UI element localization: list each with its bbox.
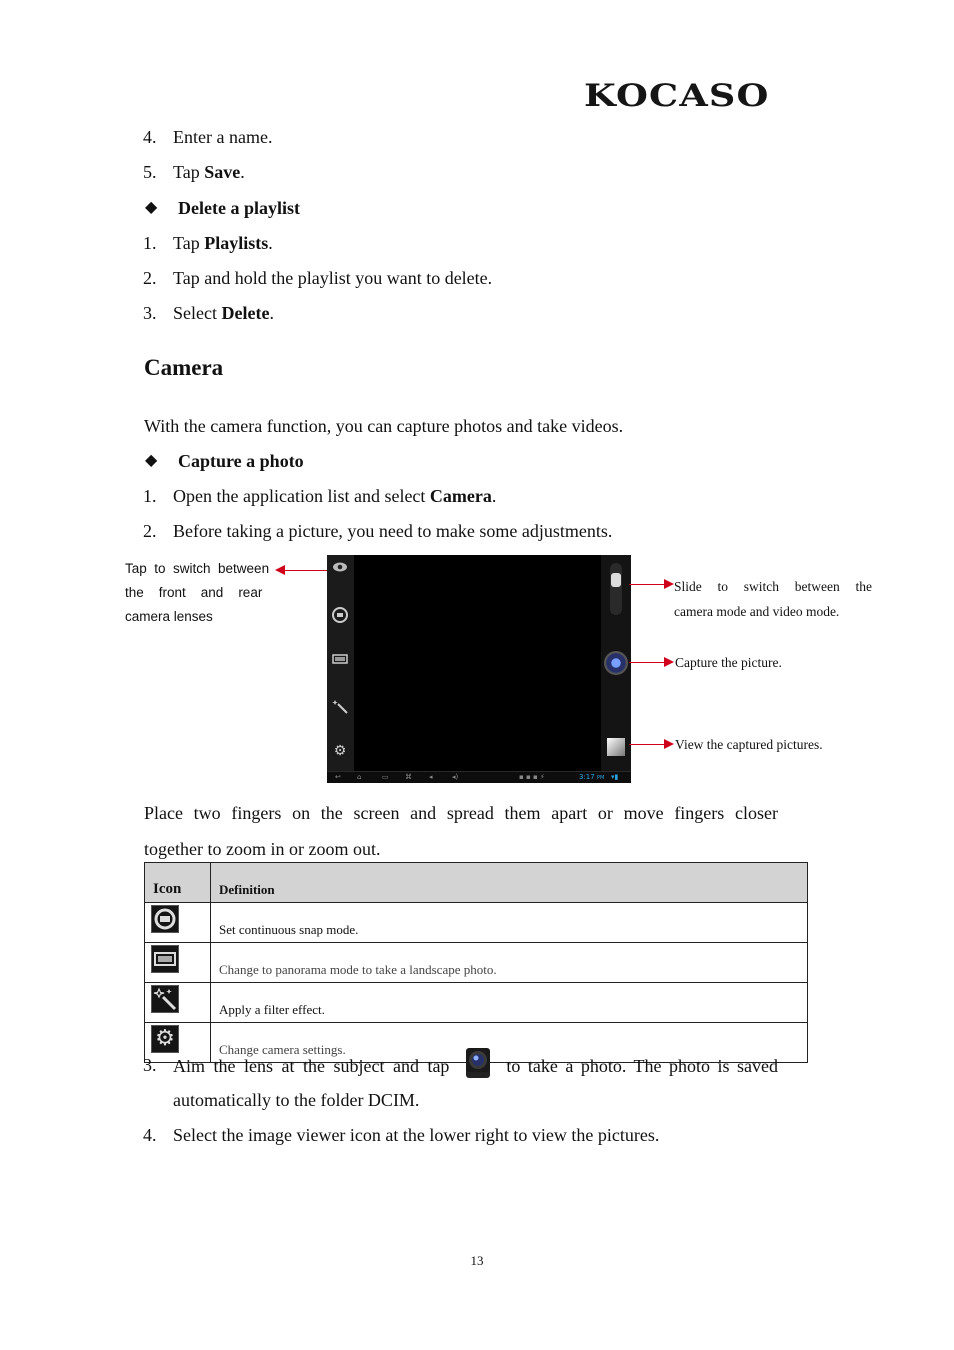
table-row [145,903,808,943]
settings-gear-icon: ⚙ [333,743,347,759]
callout-arrow [284,570,330,571]
system-status-bar [327,771,631,783]
step-number: 4. [143,127,157,147]
callout-arrow [629,662,665,663]
step-number: 2. [143,268,157,288]
zoom-text-line2: together to zoom in or zoom out. [144,839,381,859]
callout-line: camera mode and video mode. [674,604,840,619]
camera-intro: With the camera function, you can capture photos and take videos. [144,416,624,436]
table-cell-icon [145,983,211,1023]
step-number: 1. [143,486,157,506]
table-cell-definition: Apply a filter effect. [211,983,808,1023]
callout-arrow [629,584,665,585]
camera-left-toolbar [327,555,354,772]
table-cell-definition: Change to panorama mode to take a landscape photo. [211,943,808,983]
step-number: 3. [143,303,157,323]
subsection-title: Delete a playlist [178,198,300,218]
camera-app-screenshot [327,555,631,783]
recent-apps-icon[interactable]: ▭ [382,773,389,781]
back-nav-icon[interactable]: ↩ [335,773,341,781]
arrowhead-right [664,579,674,589]
step-number: 4. [143,1125,157,1145]
panorama-icon [151,945,179,973]
diamond-bullet-icon: ◆ [145,199,158,216]
step-text [173,1054,778,1078]
callout-arrow [629,744,665,745]
step-number: 1. [143,233,157,253]
step-number: 2. [143,521,157,541]
step-number: 5. [143,162,157,182]
zoom-text-line1: Place two fingers on the screen and spread them apart or move fingers closer [144,803,778,823]
shutter-button[interactable] [604,651,628,675]
callout-mode-slide [674,574,872,624]
table-header-definition: Definition [211,863,808,903]
step-text: Select Delete. [173,303,274,323]
arrowhead-right [664,739,674,749]
filter-effect-icon [332,698,348,714]
table-header-row [145,863,808,903]
callout-view: View the captured pictures. [675,737,823,752]
step-text: Open the application list and select Camera. [173,486,497,506]
step3-text-before: Aim the lens at the subject and tap [173,1056,450,1076]
page-number: 13 [470,1253,484,1268]
arrowhead-right [664,657,674,667]
step-text: Enter a name. [173,127,273,147]
mode-slider[interactable] [610,563,622,615]
home-nav-icon[interactable]: ⌂ [357,773,362,781]
step-text: Tap and hold the playlist you want to delete. [173,268,493,288]
wifi-battery-icon: ▾▮ [611,773,619,781]
callout-line: Tap to switch between [125,561,270,576]
table-cell-definition: Set continuous snap mode. [211,903,808,943]
table-cell-icon [145,903,211,943]
table-row [145,983,808,1023]
gallery-thumbnail[interactable] [607,738,625,756]
callout-line: Slide to switch between the [674,579,872,594]
continuous-snap-icon [151,905,179,933]
table-cell-icon [145,943,211,983]
callout-capture: Capture the picture. [675,655,782,670]
subsection-title: Capture a photo [178,451,304,471]
volume-down-icon[interactable]: ◂ [429,773,433,781]
step-text: Tap Playlists. [173,233,273,253]
callout-line: the front and rear [125,585,263,600]
mode-slider-knob[interactable] [611,573,621,587]
step3-line2: automatically to the folder DCIM. [173,1090,420,1110]
status-time: 3:17 PM [579,773,605,781]
step-number: 3. [143,1055,157,1075]
table-row [145,943,808,983]
volume-up-icon[interactable]: ◂) [452,773,459,781]
table-cell-definition: Change camera settings. [211,1023,808,1063]
diamond-bullet-icon: ◆ [145,452,158,469]
callout-line: camera lenses [125,609,213,624]
panorama-icon [332,653,348,669]
continuous-snap-icon [332,607,348,623]
filter-effect-icon [151,985,179,1013]
step-text: Select the image viewer icon at the lower right to view the pictures. [173,1125,660,1145]
step-text: Tap Save. [173,162,245,182]
shutter-inline-icon [466,1054,490,1078]
callout-switch-lens [125,557,273,629]
notification-icons: ▪ ▪ ▪ ⚡ [519,773,545,781]
switch-camera-icon [332,561,348,577]
settings-gear-icon: ⚙ [151,1025,179,1053]
screenshot-icon[interactable]: ⌘ [405,773,412,781]
camera-heading: Camera [144,355,224,380]
step3-text-after: to take a photo. The photo is saved [506,1056,778,1076]
table-header-icon: Icon [145,863,211,903]
step-text: Before taking a picture, you need to make some adjustments. [173,521,613,541]
camera-right-toolbar [601,555,631,772]
icon-definition-table [144,862,808,1063]
kocaso-logo: KOCASO [584,78,770,114]
